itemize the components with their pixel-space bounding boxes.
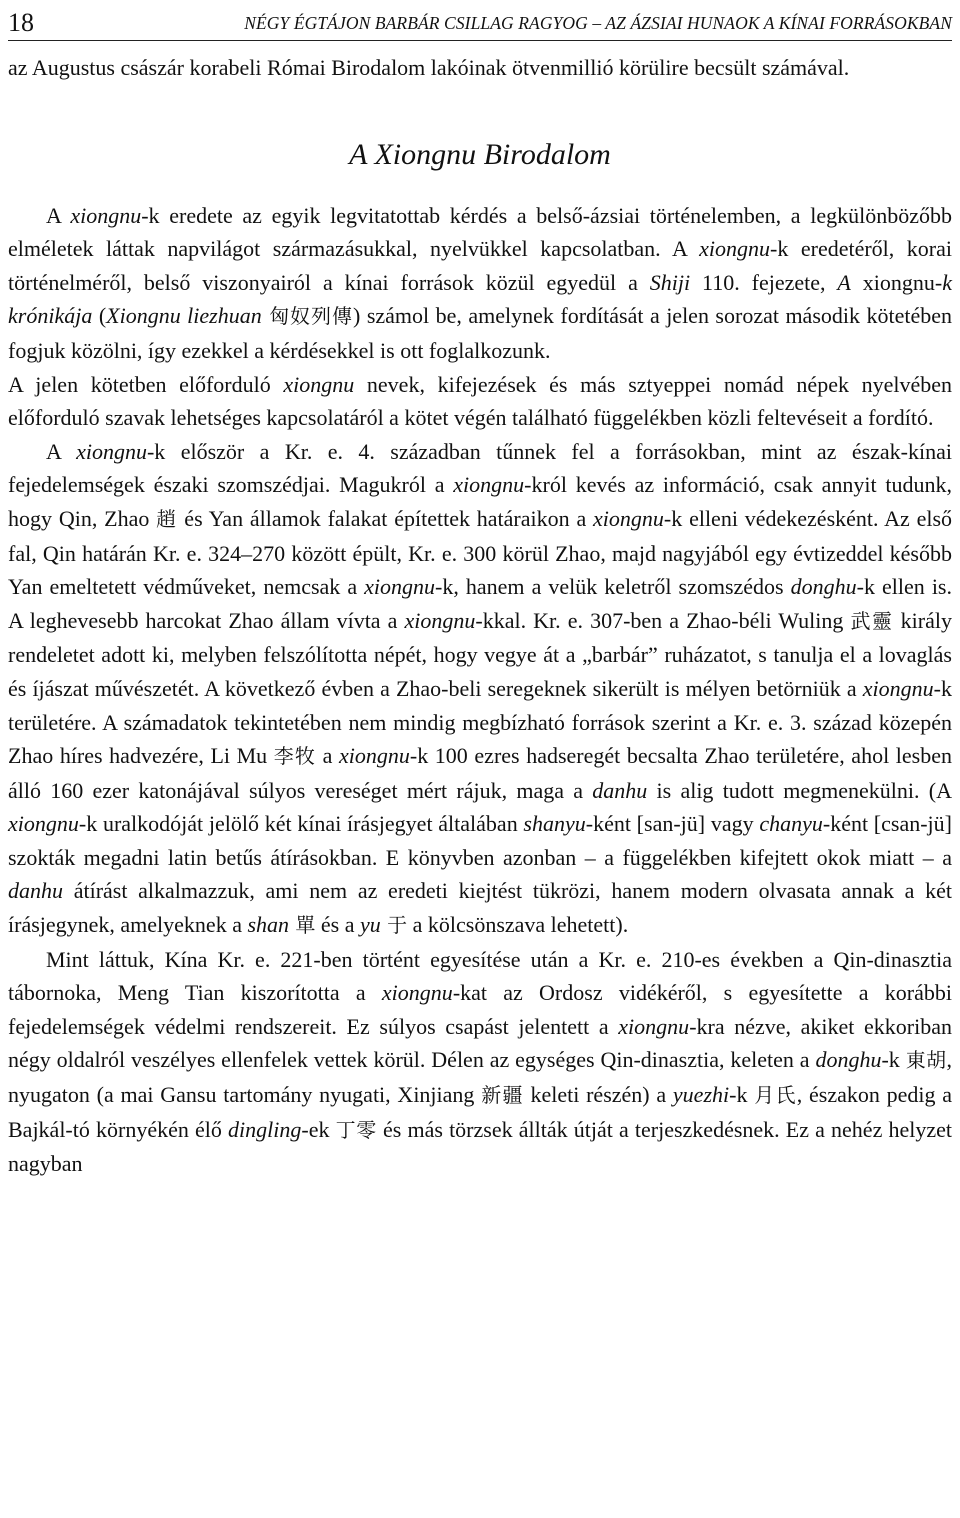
text-run: és más törzsek állták útját a terjeszkedésnek. Ez a nehéz helyzet nagyban xyxy=(8,1116,952,1177)
text-run: , nyugaton (a mai Gansu tartomány nyugati, Xinjiang xyxy=(8,1047,953,1108)
text-run: -kat az Ordosz vidékéről, s egyesítette a korábbi fejedelemségek védelmi rendszereit. Ez súlyos csapást jelentett a xyxy=(8,980,952,1039)
text-run: -ek xyxy=(301,1116,336,1142)
chinese-characters: 武靈 xyxy=(850,608,894,633)
text-run: -k elleni védekezésként. Az első fal, Qin határán Kr. e. 324–270 között épült, Kr. e. 300 körül Zhao, majd nagyjából egy évtizeddel később Yan emeltetett védműveket, nemcsak a xyxy=(8,505,953,600)
term-italic: yuezhi xyxy=(672,1082,730,1108)
section-heading: A Xiongnu Birodalom xyxy=(349,137,611,171)
term-italic: danhu xyxy=(592,777,648,803)
text-run: -k eredete az egyik legvitatottab kérdés a belső-ázsiai történelemben, a legkülönbözőbb elméletek láttak napvilágot származásukkal, nyelvükkel kapcsolatban. A xyxy=(8,202,952,262)
term-italic: xiongnu xyxy=(404,607,476,633)
text-run: A jelen kötetben előforduló xyxy=(8,371,284,397)
text-run: -k xyxy=(729,1082,755,1108)
paragraph-2 xyxy=(8,368,952,435)
term-italic: xiongnu xyxy=(381,980,453,1006)
term-italic: xiongnu xyxy=(593,505,664,531)
running-title: NÉGY ÉGTÁJON BARBÁR CSILLAG RAGYOG – AZ ÁZSIAI HUNAOK A KÍNAI FORRÁSOKBAN xyxy=(244,13,952,33)
text-run: király rendeletet adott ki, melyben felszólította népét, hogy vegye át a „barbár” ruházatot, s tanulja el a lovaglás és íjászat művészetét. A következő évben a Zhao-beli seregeknek sikerült is mélyen betörniük a xyxy=(8,607,952,701)
text-run: Mint láttuk, Kína Kr. e. 221-ben történt egyesítése után a Kr. e. 210-es években a Qin-dinasztia tábornoka, Meng Tian kiszorította a xyxy=(8,946,952,1006)
chinese-characters: 匈奴列傳 xyxy=(261,304,354,329)
term-italic: xiongnu xyxy=(283,371,355,397)
text-run: -k 100 ezres hadseregét becsalta Zhao területére, ahol lesben álló 160 ezer katonájával súlyos vereséget mért rájuk, maga a xyxy=(8,743,952,803)
chinese-characters: 月氏 xyxy=(754,1083,797,1108)
text-run: 110. fejezete, xyxy=(690,269,838,295)
term-italic: xiongnu xyxy=(338,743,410,769)
text-run: -k először a Kr. e. 4. században tűnnek fel a forrásokban, mint az észak-kínai fejedelemségek északi szomszédjai. Magukról a xyxy=(8,438,952,498)
term-italic: donghu xyxy=(815,1047,882,1073)
term-italic: donghu xyxy=(790,574,857,600)
page-number: 18 xyxy=(8,8,34,37)
term-italic: Xiongnu liezhuan xyxy=(106,303,262,329)
text-run: is alig tudott megmenekülni. (A xyxy=(647,777,952,803)
paragraph-3 xyxy=(8,435,952,943)
text-run: -k xyxy=(881,1047,906,1073)
chinese-characters: 于 xyxy=(380,913,408,938)
text-run: ) számol be, amelynek fordítását a jelen sorozat második kötetében fogjuk közölni, így ezekkel a kérdésekkel is ott foglalkozunk. xyxy=(8,303,952,363)
term-italic: Shiji xyxy=(649,269,691,295)
text-run: xiongnu xyxy=(850,269,935,295)
text-run: keleti részén) a xyxy=(523,1082,673,1108)
term-italic: danhu xyxy=(8,878,63,904)
page-body xyxy=(8,51,952,1181)
text-run: -ként [csan-jü] szokták megadni latin betűs átírásokban. E könyvben azonban – a függelékben kifejtett okok miatt – a xyxy=(8,811,952,870)
term-italic: xiongnu xyxy=(618,1013,690,1039)
text-run: -kra nézve, akiket ekkoriban négy oldalról veszélyes ellenfelek vettek körül. Délen az egységes Qin-dinasztia, keleten a xyxy=(8,1013,953,1073)
term-italic: xiongnu xyxy=(453,472,525,498)
term-italic: yu xyxy=(359,912,381,938)
text-run: ( xyxy=(92,303,107,329)
paragraph-4 xyxy=(8,943,952,1181)
text-run: -k területére. A számadatok tekintetében nem mindig megbízható források szerint a Kr. e. 3. század közepén Zhao híres hadvezére, Li Mu xyxy=(8,675,952,769)
text-run: A xyxy=(46,202,71,228)
term-italic: xiongnu xyxy=(862,675,934,701)
text-run: -k ellen is. A leghevesebb harcokat Zhao állam vívta a xyxy=(8,574,952,633)
text-run: -kkal. Kr. e. 307-ben a Zhao-béli Wuling xyxy=(475,607,851,633)
text-run: , északon pedig a Bajkál-tó környékén élő xyxy=(8,1082,953,1142)
text-run: átírást alkalmazzuk, ami nem az eredeti kiejtést tükrözi, hanem modern olvasata annak a két írásjegynek, amelyeknek a xyxy=(8,878,952,938)
text-run: és a xyxy=(315,912,360,938)
chinese-characters: 李牧 xyxy=(273,744,316,769)
term-italic: xiongnu xyxy=(699,236,771,262)
chinese-characters: 單 xyxy=(289,913,316,938)
term-italic: shanyu xyxy=(523,811,586,837)
term-italic: -k krónikája xyxy=(8,269,952,329)
text-run: -król kevés az információ, csak annyit tudunk, hogy Qin, Zhao xyxy=(8,472,952,531)
text-run: -k eredetéről, korai történelméről, belső viszonyairól a kínai források közül egyedül a xyxy=(8,236,952,295)
term-italic: xiongnu xyxy=(364,574,436,600)
term-italic: xiongnu xyxy=(8,811,79,837)
term-italic: xiongnu xyxy=(76,438,147,464)
running-head xyxy=(8,2,952,41)
text-run: a kölcsönszava lehetett). xyxy=(407,912,629,938)
text-run: A xyxy=(46,438,77,464)
term-italic: chanyu xyxy=(759,811,823,837)
term-italic: xiongnu xyxy=(70,202,142,228)
text-run: -k uralkodóját jelölő két kínai írásjegyet általában xyxy=(78,811,524,837)
intro-paragraph: az Augustus császár korabeli Római Birodalom lakóinak ötvenmillió körülire becsült számával. xyxy=(8,55,850,80)
chinese-characters: 東胡 xyxy=(905,1048,947,1073)
text-run: és Yan államok falakat építettek határaikon a xyxy=(177,505,594,531)
text-run: -ként [san-jü] vagy xyxy=(585,811,760,837)
term-italic: A xyxy=(837,269,851,295)
chinese-characters: 新疆 xyxy=(481,1083,524,1108)
term-italic: dingling xyxy=(228,1116,302,1142)
chinese-characters: 趙 xyxy=(156,506,178,531)
paragraph-1 xyxy=(8,199,952,368)
term-italic: shan xyxy=(247,912,290,938)
chinese-characters: 丁零 xyxy=(335,1117,377,1142)
text-run: -k, hanem a velük keletről szomszédos xyxy=(435,574,791,600)
text-run: a xyxy=(316,743,339,769)
text-run: nevek, kifejezések és más sztyeppei nomád népek nyelvében előforduló szavak lehetséges kapcsolatáról a kötet végén található függelékben közli feltevéseit a fordító. xyxy=(8,371,953,431)
